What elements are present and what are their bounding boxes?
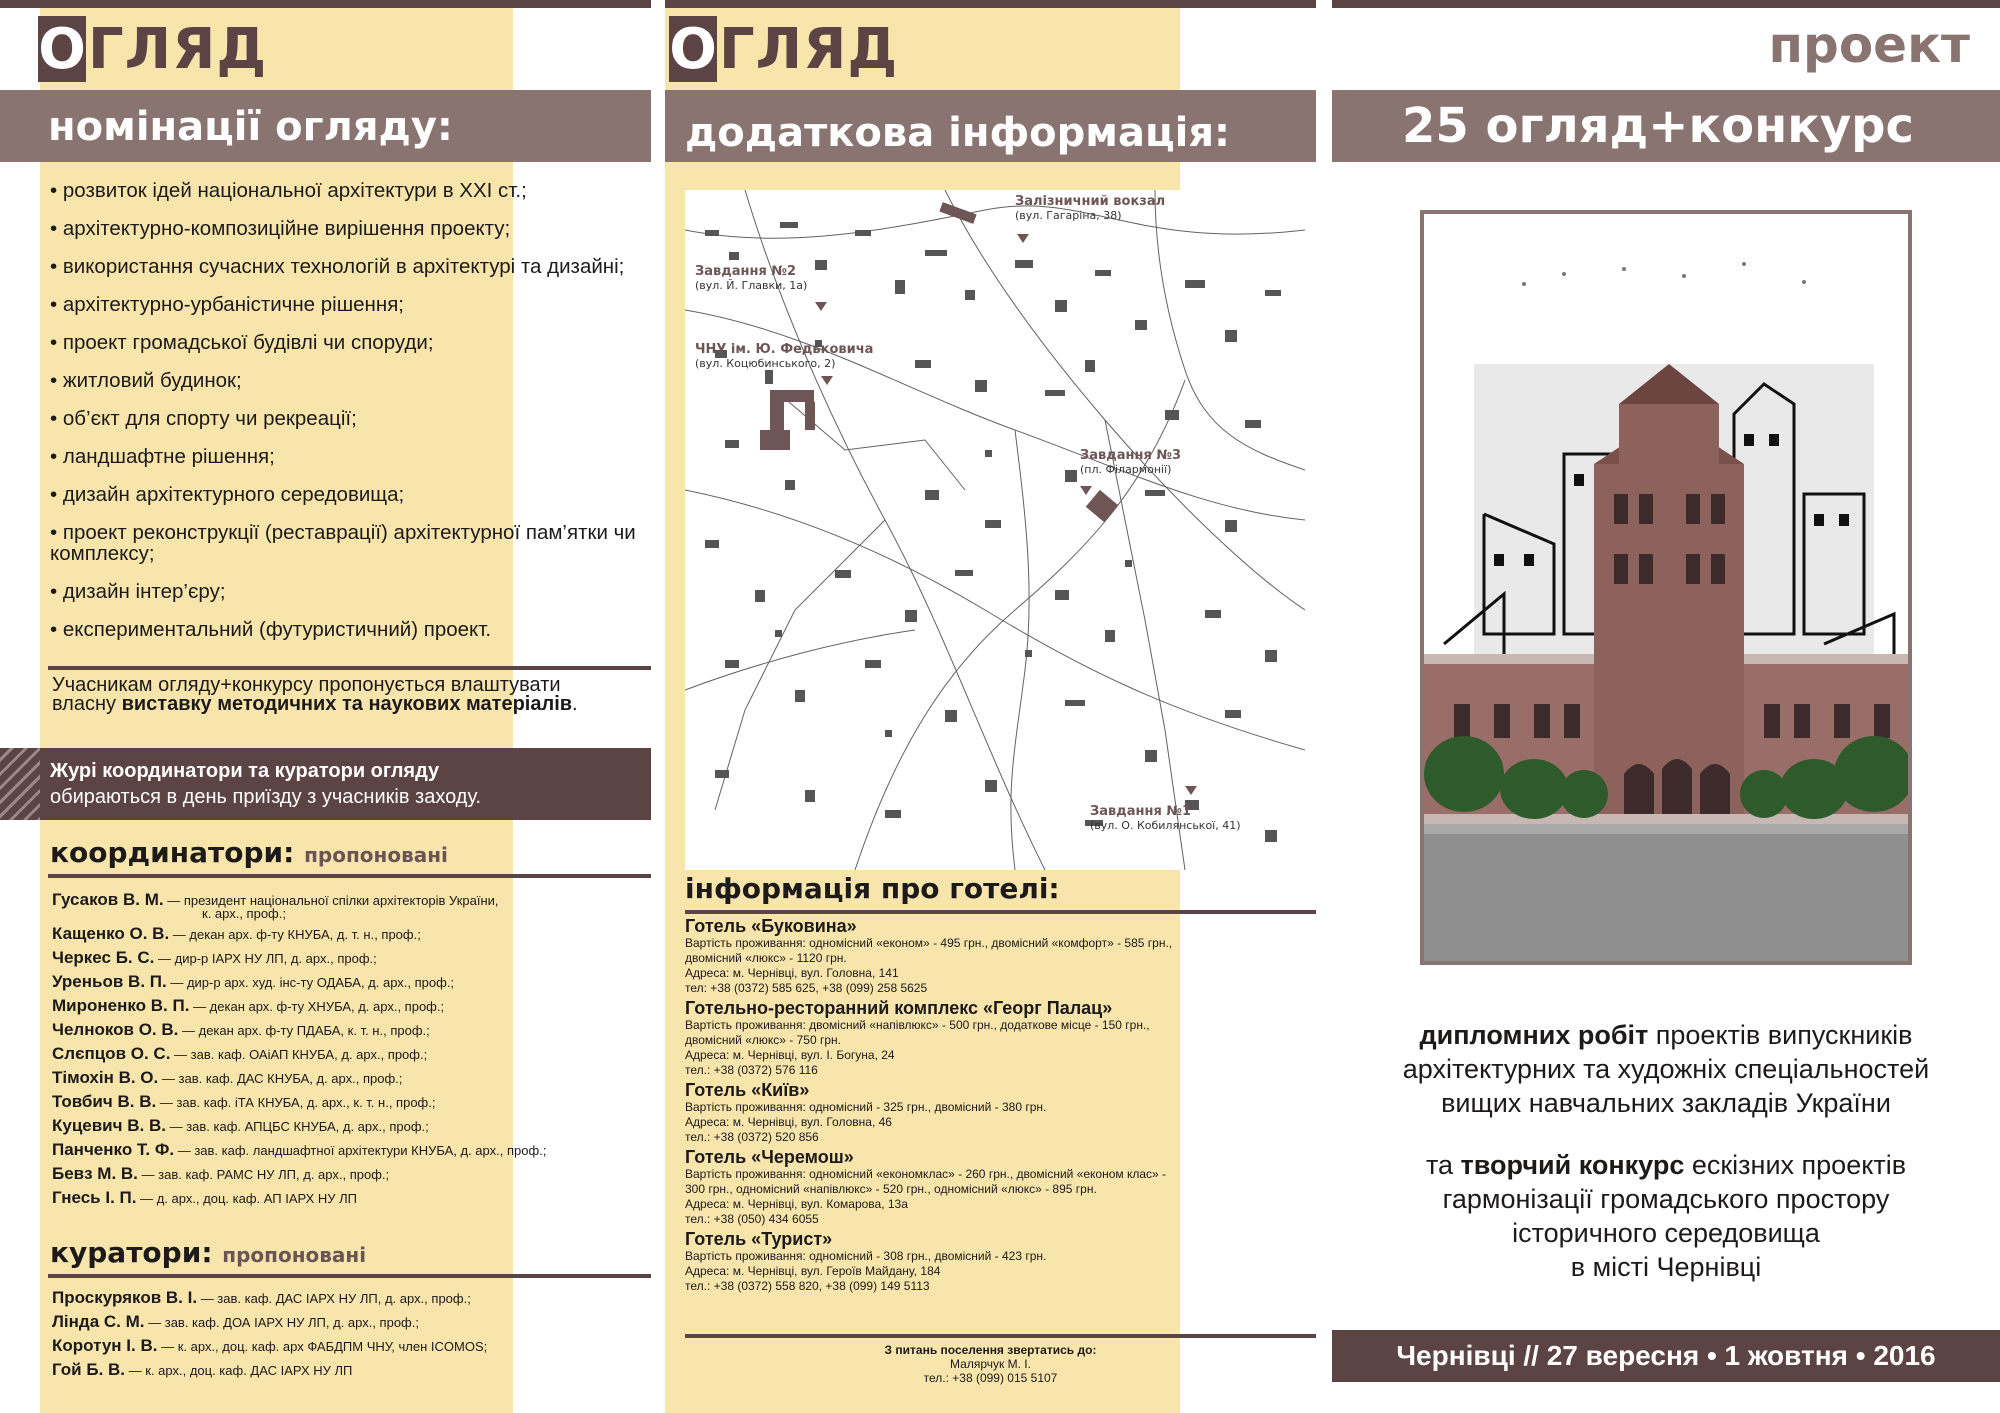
city-map[interactable] (685, 190, 1305, 870)
desc-bold: творчий конкурс (1460, 1150, 1685, 1180)
project-word: проект (1768, 16, 1970, 74)
nominations-list (50, 180, 640, 657)
person-row (52, 1310, 651, 1334)
hotel-entry (685, 998, 1305, 1078)
contact-line-3: тел.: +38 (099) 015 5107 (923, 1371, 1058, 1385)
heading-ribbon (665, 90, 1316, 162)
offer-bold: виставку методичних та наукових матеріалів (121, 693, 573, 715)
map-pin-icon (821, 376, 833, 385)
logo-text: ГЛЯД (88, 16, 268, 82)
hotel-entry (685, 1147, 1305, 1227)
hotel-info-line: тел.: +38 (050) 434 6055 (685, 1212, 819, 1226)
hotel-name: Готель «Турист» (685, 1229, 833, 1249)
coordinators-sub: пропоновані (304, 843, 448, 867)
map-drawing (685, 190, 1305, 870)
person-row (52, 1042, 651, 1066)
logo (38, 14, 267, 84)
hotels-list (685, 916, 1305, 1296)
divider (48, 874, 651, 878)
jury-banner (0, 748, 651, 820)
map-label-address: (пл. Філармонії) (1080, 463, 1172, 476)
map-label-address: (вул. Коцюбинського, 2) (695, 357, 836, 370)
person-row (52, 1090, 651, 1114)
offer-paragraph (52, 676, 592, 714)
nomination-item: • архітектурно-композиційне вирішення проекту; (50, 218, 640, 239)
hotel-info-line: Адреса: м. Чернівці, вул. Головна, 141 (685, 966, 899, 980)
person-name: Черкес Б. С. (52, 948, 155, 967)
person-name: Гнесь І. П. (52, 1188, 137, 1207)
coordinators-title: координатори: (50, 836, 295, 869)
person-row (52, 1066, 651, 1090)
person-role: — к. арх., доц. каф. арх ФАБДПМ ЧНУ, член ICOMOS; (161, 1339, 488, 1354)
map-label-title: ЧНУ ім. Ю. Федьковича (695, 342, 874, 357)
person-name: Лінда С. М. (52, 1312, 145, 1331)
logo-letter: О (38, 16, 86, 82)
description-contest (1352, 1148, 1980, 1284)
nomination-item: • дизайн архітектурного середовища; (50, 484, 640, 505)
page-title: номінації огляду: (48, 104, 453, 150)
nomination-item: • використання сучасних технологій в архітектурі та дизайні; (50, 256, 640, 277)
nomination-item: • проект реконструкції (реставрації) архітектурної пам’ятки чи комплексу; (50, 522, 640, 564)
person-name: Коротун І. В. (52, 1336, 158, 1355)
coordinators-list (52, 888, 651, 1210)
map-pin-icon (815, 302, 827, 311)
person-row (52, 922, 651, 946)
jury-line-2: обираються в день приїзду з учасників заходу. (50, 786, 481, 808)
nomination-item: • проект громадської будівлі чи споруди; (50, 332, 640, 353)
event-date: Чернівці // 27 вересня • 1 жовтня • 2016 (1396, 1340, 1936, 1371)
nomination-item: • розвиток ідей національної архітектури в ХХІ ст.; (50, 180, 640, 201)
person-role: — к. арх., доц. каф. ДАС ІАРХ НУ ЛП (128, 1363, 353, 1378)
person-role: — зав. каф. ДАС КНУБА, д. арх., проф.; (161, 1071, 403, 1086)
curators-sub: пропоновані (222, 1243, 367, 1267)
person-name: Гой Б. В. (52, 1360, 126, 1379)
curators-title: куратори: (50, 1236, 213, 1269)
panel-nominations (0, 0, 651, 1413)
person-row (52, 1334, 651, 1358)
desc-line: історичного середовища (1512, 1218, 1820, 1248)
person-role: — дир-р ІАРХ НУ ЛП, д. арх., проф.; (158, 951, 377, 966)
hotel-info-line: Адреса: м. Чернівці, вул. Головна, 46 (685, 1115, 892, 1129)
person-row (52, 970, 651, 994)
coordinators-heading (50, 836, 448, 869)
nomination-item: • ландшафтне рішення; (50, 446, 640, 467)
logo (669, 14, 898, 84)
desc-line: вищих навчальних закладів України (1441, 1088, 1891, 1118)
hatch-pattern (0, 748, 40, 820)
offer-end: . (572, 693, 578, 715)
map-label-title: Залізничний вокзал (1015, 194, 1166, 209)
person-name: Проскуряков В. І. (52, 1288, 198, 1307)
hotel-info-line: двомісний «люкс» - 1120 грн. (685, 951, 847, 965)
divider (48, 1274, 651, 1278)
hotel-name: Готельно-ресторанний комплекс «Георг Палац» (685, 998, 1113, 1018)
hotel-info-line: тел.: +38 (0372) 576 116 (685, 1063, 818, 1077)
university-photo (1420, 210, 1912, 965)
heading-ribbon (0, 90, 651, 162)
heading-ribbon (1332, 90, 2000, 162)
person-role: — зав. каф. ДОА ІАРХ НУ ЛП, д. арх., проф.; (148, 1315, 419, 1330)
section-title: додаткова інформація: (685, 110, 1230, 156)
hotel-info-line: Вартість проживання: одномісний - 308 грн., двомісний - 423 грн. (685, 1249, 1047, 1263)
top-rule (1332, 0, 2000, 8)
contact-block (665, 1343, 1316, 1385)
divider (685, 1334, 1316, 1338)
person-name: Слєпцов О. С. (52, 1044, 171, 1063)
person-role: — зав. каф. ДАС ІАРХ НУ ЛП, д. арх., проф.; (200, 1291, 471, 1306)
hotels-heading: інформація про готелі: (685, 872, 1060, 905)
hotel-info-line: Вартість проживання: одномісний «економ» - 495 грн., двомісний «комфорт» - 585 грн., (685, 936, 1173, 950)
person-role: — президент національної спілки архітекторів України, (167, 893, 499, 908)
person-role-cont: к. арх., проф.; (202, 906, 286, 921)
fold-gap (1316, 0, 1332, 1413)
person-row (52, 1358, 651, 1382)
hotel-name: Готель «Черемош» (685, 1147, 854, 1167)
person-role: — зав. каф. АПЦБС КНУБА, д. арх., проф.; (169, 1119, 429, 1134)
contact-line-2: Малярчук М. І. (950, 1357, 1031, 1371)
map-label-station (1015, 194, 1165, 222)
hotel-name: Готель «Буковина» (685, 916, 857, 936)
nomination-item: • об’єкт для спорту чи рекреації; (50, 408, 640, 429)
logo-letter: О (669, 16, 717, 82)
person-role: — д. арх., доц. каф. АП ІАРХ НУ ЛП (140, 1191, 358, 1206)
hotel-entry (685, 1229, 1305, 1294)
panel-info (665, 0, 1316, 1413)
desc-line: гармонізації громадського простору (1442, 1184, 1890, 1214)
desc-line: архітектурних та художніх спеціальностей (1402, 1054, 1930, 1084)
offer-text: Учасникам огляду+конкурсу пропонується влаштувати власну (52, 674, 561, 715)
person-name: Панченко Т. Ф. (52, 1140, 175, 1159)
hotel-info-line: Вартість проживання: одномісний - 325 грн., двомісний - 380 грн. (685, 1100, 1047, 1114)
person-row (52, 946, 651, 970)
hotel-name: Готель «Київ» (685, 1080, 810, 1100)
person-role: — зав. каф. ландшафтної архітектури КНУБА, д. арх., проф.; (177, 1143, 547, 1158)
person-role: — зав. каф. ОАіАП КНУБА, д. арх., проф.; (174, 1047, 428, 1062)
hotel-info-line: Вартість проживання: одномісний «економклас» - 260 грн., двомісний «економ клас» - (685, 1167, 1167, 1181)
person-row (52, 1186, 651, 1210)
cover-title: 25 огляд+конкурс (1402, 98, 1914, 154)
person-role: — декан арх. ф-ту ХНУБА, д. арх., проф.; (193, 999, 445, 1014)
desc-text: та (1425, 1150, 1461, 1180)
hotel-info-line: Адреса: м. Чернівці, вул. Героїв Майдану, 184 (685, 1264, 941, 1278)
map-label-address: (вул. Гагаріна, 38) (1015, 209, 1122, 222)
person-role: — зав. каф. іТА КНУБА, д. арх., к. т. н., проф.; (159, 1095, 436, 1110)
hotel-info-line: Адреса: м. Чернівці, вул. Комарова, 13а (685, 1197, 908, 1211)
hotel-info-line: двомісний «люкс» - 750 грн. (685, 1033, 841, 1047)
person-role: — зав. каф. РАМС НУ ЛП, д. арх., проф.; (141, 1167, 390, 1182)
panel-cover (1332, 0, 2000, 1413)
hotel-entry (685, 1080, 1305, 1145)
hotel-entry (685, 916, 1305, 996)
person-row (52, 1138, 651, 1162)
nomination-item: • архітектурно-урбаністичне рішення; (50, 294, 640, 315)
person-name: Мироненко В. П. (52, 996, 190, 1015)
desc-text: ескізних проектів (1684, 1150, 1907, 1180)
hotel-info-line: 300 грн., одномісний «напівлюкс» - 520 грн., одномісний «люкс» - 895 грн. (685, 1182, 1097, 1196)
map-label-task-2 (695, 264, 807, 292)
nomination-item: • дизайн інтер’єру; (50, 581, 640, 602)
person-name: Гусаков В. М. (52, 890, 164, 909)
divider (48, 666, 651, 670)
nomination-item: • житловий будинок; (50, 370, 640, 391)
person-role: — декан арх. ф-ту КНУБА, д. т. н., проф.; (172, 927, 421, 942)
person-role: — декан арх. ф-ту ПДАБА, к. т. н., проф.; (182, 1023, 430, 1038)
person-row (52, 1286, 651, 1310)
hotel-info-line: тел.: +38 (0372) 558 820, +38 (099) 149 5113 (685, 1279, 930, 1293)
map-pin-icon (1185, 786, 1197, 795)
person-row (52, 1162, 651, 1186)
desc-bold: дипломних робіт (1419, 1020, 1649, 1050)
map-pin-icon (1080, 486, 1092, 495)
top-rule (0, 0, 651, 8)
person-name: Уреньов В. П. (52, 972, 167, 991)
building-illustration (1424, 214, 1908, 961)
logo-text: ГЛЯД (719, 16, 899, 82)
map-label-address: (вул. Й. Главки, 1а) (695, 279, 808, 292)
map-label-task-3 (1080, 448, 1181, 476)
person-row (52, 1018, 651, 1042)
desc-line: в місті Чернівці (1570, 1252, 1762, 1282)
person-name: Бевз М. В. (52, 1164, 138, 1183)
description-diplomas (1352, 1018, 1980, 1120)
map-label-title: Завдання №2 (695, 264, 797, 279)
hotel-info-line: тел: +38 (0372) 585 625, +38 (099) 258 5625 (685, 981, 928, 995)
map-pin-icon (1017, 234, 1029, 243)
person-role: — дир-р арх. худ. інс-ту ОДАБА, д. арх., проф.; (170, 975, 455, 990)
event-date-bar (1332, 1330, 2000, 1382)
person-row (52, 994, 651, 1018)
person-row (52, 1114, 651, 1138)
person-name: Челноков О. В. (52, 1020, 179, 1039)
desc-text: проектів випускників (1648, 1020, 1913, 1050)
contact-line-1: З питань поселення звертатись до: (884, 1343, 1097, 1357)
person-name: Товбич В. В. (52, 1092, 157, 1111)
jury-line-1: Журі координатори та куратори огляду (50, 760, 440, 782)
person-name: Кащенко О. В. (52, 924, 170, 943)
curators-heading (50, 1236, 366, 1269)
person-name: Тімохін В. О. (52, 1068, 159, 1087)
hotel-info-line: Вартість проживання: двомісний «напівлюкс» - 500 грн., додаткове місце - 150 грн., (685, 1018, 1150, 1032)
map-label-task-1 (1090, 804, 1241, 832)
hotel-info-line: тел.: +38 (0372) 520 856 (685, 1130, 819, 1144)
hotel-info-line: Адреса: м. Чернівці, вул. І. Богуна, 24 (685, 1048, 895, 1062)
person-row (52, 888, 651, 920)
nomination-item: • експериментальний (футуристичний) проект. (50, 619, 640, 640)
curators-list (52, 1286, 651, 1382)
map-label-university (695, 342, 873, 370)
fold-gap (651, 0, 665, 1413)
top-rule (665, 0, 1316, 8)
map-label-title: Завдання №3 (1080, 448, 1182, 463)
divider (685, 910, 1316, 914)
map-label-title: Завдання №1 (1090, 804, 1192, 819)
person-name: Куцевич В. В. (52, 1116, 166, 1135)
map-label-address: (вул. О. Кобилянської, 41) (1090, 819, 1241, 832)
